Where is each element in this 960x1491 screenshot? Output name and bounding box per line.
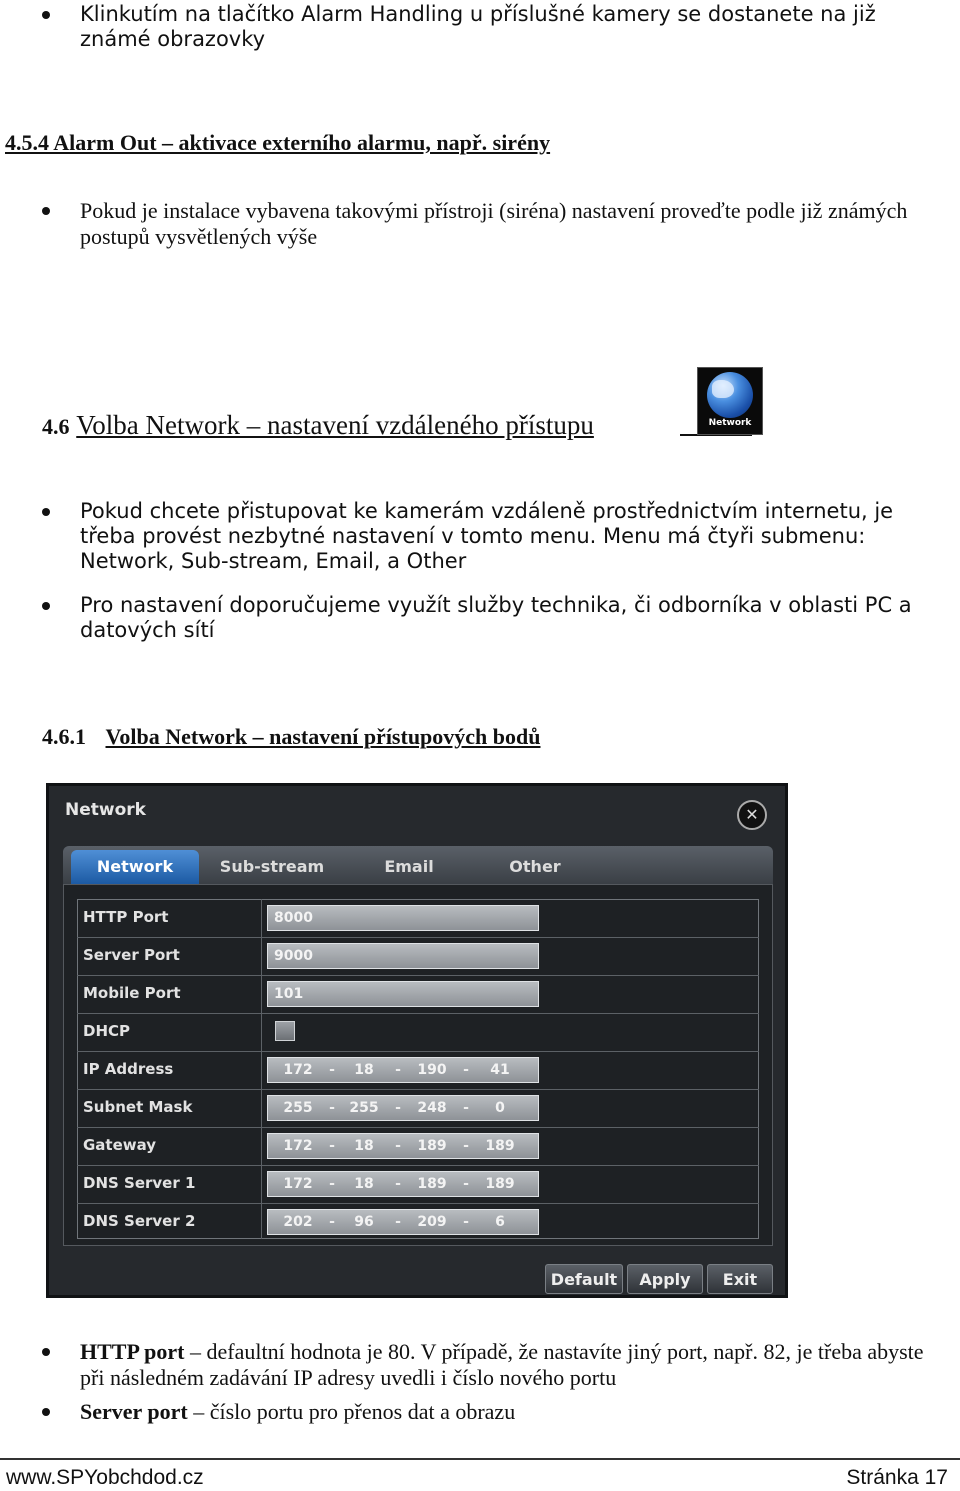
footer-website: www.SPYobchdod.cz bbox=[6, 1466, 204, 1489]
grid-row-line bbox=[77, 1127, 759, 1128]
grid-row-line bbox=[77, 1203, 759, 1204]
gw-octet-3: 189 bbox=[417, 1138, 447, 1154]
http-port-input[interactable]: 8000 bbox=[267, 905, 539, 931]
ip-address-input[interactable] bbox=[267, 1057, 539, 1083]
gw-octet-4: 189 bbox=[485, 1138, 515, 1154]
bullet-dot bbox=[42, 11, 50, 19]
bullet-dot bbox=[42, 508, 50, 516]
ip-octet-4: 41 bbox=[490, 1062, 510, 1078]
bullet-text bbox=[80, 1399, 930, 1425]
mask-octet-1: 255 bbox=[283, 1100, 313, 1116]
network-globe-icon bbox=[697, 367, 763, 435]
ip-separator: - bbox=[395, 1138, 401, 1154]
ip-separator: - bbox=[395, 1100, 401, 1116]
tab-other[interactable]: Other bbox=[509, 857, 561, 876]
label-gateway: Gateway bbox=[83, 1136, 157, 1154]
mask-octet-4: 0 bbox=[495, 1100, 505, 1116]
mask-octet-3: 248 bbox=[417, 1100, 447, 1116]
tab-sub-stream[interactable]: Sub-stream bbox=[219, 857, 325, 876]
label-mobile-port: Mobile Port bbox=[83, 984, 181, 1002]
label-dhcp: DHCP bbox=[83, 1022, 131, 1040]
section-heading-454: 4.5.4 Alarm Out – aktivace externího alarmu, např. sirény bbox=[5, 130, 551, 155]
ip-separator: - bbox=[329, 1214, 335, 1230]
ip-separator: - bbox=[395, 1176, 401, 1192]
section-heading-461 bbox=[42, 724, 541, 750]
dvr-network-window bbox=[46, 783, 788, 1298]
apply-button[interactable]: Apply bbox=[627, 1264, 703, 1294]
close-icon[interactable]: ✕ bbox=[737, 800, 767, 830]
section-title: Volba Network – nastavení vzdáleného přístupu bbox=[76, 410, 594, 440]
dhcp-checkbox[interactable] bbox=[275, 1021, 295, 1041]
ip-octet-3: 190 bbox=[417, 1062, 447, 1078]
bullet-text bbox=[80, 1339, 930, 1391]
dns2-octet-4: 6 bbox=[495, 1214, 505, 1230]
mask-octet-2: 255 bbox=[349, 1100, 379, 1116]
grid-row-line bbox=[77, 1165, 759, 1166]
ip-separator: - bbox=[329, 1062, 335, 1078]
bullet-dot bbox=[42, 1348, 50, 1356]
term-http-port: HTTP port bbox=[80, 1339, 185, 1364]
dns2-octet-3: 209 bbox=[417, 1214, 447, 1230]
label-dns-server-2: DNS Server 2 bbox=[83, 1212, 196, 1230]
ip-separator: - bbox=[329, 1138, 335, 1154]
icon-label: Network bbox=[708, 418, 752, 428]
gw-octet-1: 172 bbox=[283, 1138, 313, 1154]
grid-row-line bbox=[77, 1051, 759, 1052]
dns1-octet-3: 189 bbox=[417, 1176, 447, 1192]
label-dns-server-1: DNS Server 1 bbox=[83, 1174, 196, 1192]
ip-octet-2: 18 bbox=[354, 1062, 374, 1078]
term-server-port: Server port bbox=[80, 1399, 188, 1424]
dns2-octet-1: 202 bbox=[283, 1214, 313, 1230]
dns1-octet-1: 172 bbox=[283, 1176, 313, 1192]
default-button[interactable]: Default bbox=[545, 1264, 623, 1294]
tab-network[interactable]: Network bbox=[71, 850, 199, 884]
bullet-text: Pokud chcete přistupovat ke kamerám vzdáleně prostřednictvím internetu, je třeba provést nezbytné nastavení v tomto menu. Menu má čtyři submenu: Network, Sub-stream, Email, a Other bbox=[80, 499, 894, 573]
dns-server-1-input[interactable] bbox=[267, 1171, 539, 1197]
bullet-text: Pro nastavení doporučujeme využít služby technika, či odborníka v oblasti PC a datových sítí bbox=[80, 593, 912, 642]
ip-separator: - bbox=[329, 1100, 335, 1116]
server-port-input[interactable]: 9000 bbox=[267, 943, 539, 969]
subnet-mask-input[interactable] bbox=[267, 1095, 539, 1121]
bullet-text: Klinkutím na tlačítko Alarm Handling u příslušné kamery se dostanete na již známé obrazovky bbox=[80, 2, 876, 51]
section-title: Volba Network – nastavení přístupových bodů bbox=[105, 724, 541, 749]
server-port-description: – číslo portu pro přenos dat a obrazu bbox=[187, 1399, 516, 1424]
grid-row-line bbox=[77, 975, 759, 976]
label-http-port: HTTP Port bbox=[83, 908, 169, 926]
ip-octet-1: 172 bbox=[283, 1062, 313, 1078]
ip-separator: - bbox=[463, 1214, 469, 1230]
tab-email[interactable]: Email bbox=[384, 857, 434, 876]
exit-button[interactable]: Exit bbox=[707, 1264, 773, 1294]
globe-land-shape bbox=[712, 380, 734, 398]
grid-row-line bbox=[77, 937, 759, 938]
footer-divider bbox=[0, 1458, 960, 1460]
grid-row-line bbox=[77, 1013, 759, 1014]
http-port-description: – defaultní hodnota je 80. V případě, že nastavíte jiný port, např. 82, je třeba abyste při následném zadávání IP adresy uvedli i číslo nového portu bbox=[80, 1339, 924, 1390]
ip-separator: - bbox=[463, 1062, 469, 1078]
gateway-input[interactable] bbox=[267, 1133, 539, 1159]
footer-page-number: Stránka 17 bbox=[846, 1466, 948, 1489]
grid-row-line bbox=[77, 1089, 759, 1090]
bullet-dot bbox=[42, 1408, 50, 1416]
ip-separator: - bbox=[395, 1062, 401, 1078]
dns1-octet-2: 18 bbox=[354, 1176, 374, 1192]
dns1-octet-4: 189 bbox=[485, 1176, 515, 1192]
bullet-dot bbox=[42, 602, 50, 610]
gw-octet-2: 18 bbox=[354, 1138, 374, 1154]
grid-divider bbox=[261, 899, 262, 1239]
label-server-port: Server Port bbox=[83, 946, 180, 964]
dns-server-2-input[interactable] bbox=[267, 1209, 539, 1235]
bullet-dot bbox=[42, 207, 50, 215]
section-number: 4.6 bbox=[42, 414, 70, 439]
section-number: 4.6.1 bbox=[42, 724, 86, 749]
bullet-text: Pokud je instalace vybavena takovými přístroji (siréna) nastavení proveďte podle již známých postupů vysvětlených výše bbox=[80, 198, 908, 249]
ip-separator: - bbox=[329, 1176, 335, 1192]
ip-separator: - bbox=[463, 1100, 469, 1116]
label-subnet-mask: Subnet Mask bbox=[83, 1098, 193, 1116]
ip-separator: - bbox=[395, 1214, 401, 1230]
mobile-port-input[interactable]: 101 bbox=[267, 981, 539, 1007]
label-ip-address: IP Address bbox=[83, 1060, 174, 1078]
ip-separator: - bbox=[463, 1138, 469, 1154]
window-title: Network bbox=[65, 800, 146, 820]
dns2-octet-2: 96 bbox=[354, 1214, 374, 1230]
ip-separator: - bbox=[463, 1176, 469, 1192]
section-heading-46 bbox=[42, 410, 594, 441]
